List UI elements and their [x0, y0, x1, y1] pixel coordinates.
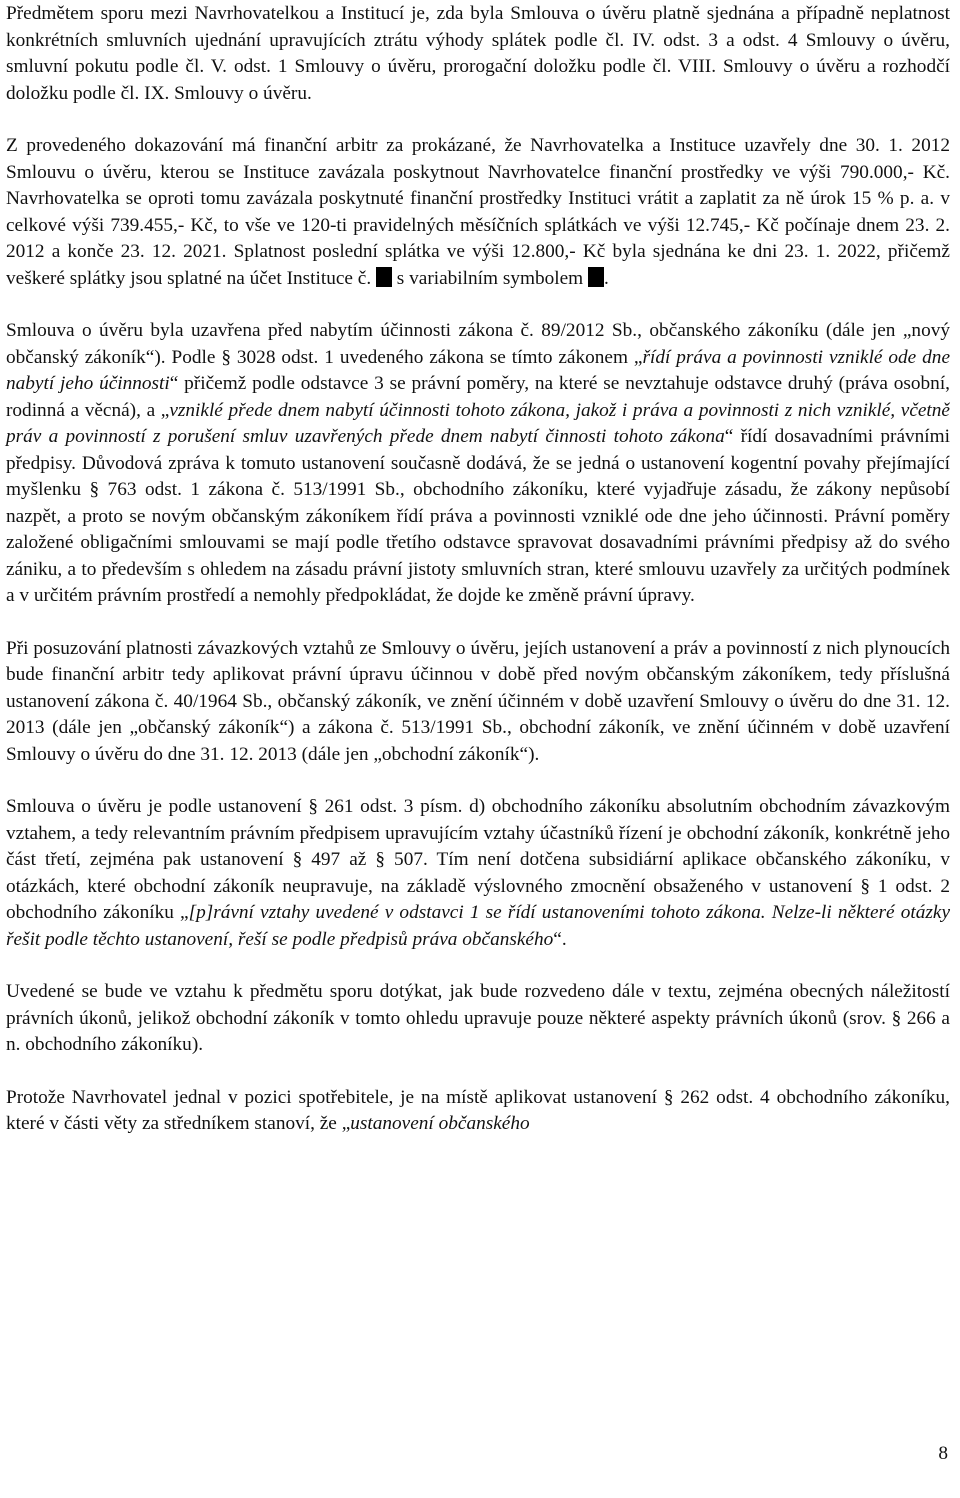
paragraph-validity-assessment — [6, 636, 950, 769]
text-run: “ přičemž podle odstavce 3 se právní poměry, na které se nevztahuje odstavce druhý (práva osobní, rodinná a věcná), a „ — [6, 373, 950, 421]
italic-quote: vzniklé přede dnem nabytí účinnosti tohoto zákona, jakož i práva a povinnosti z nich vzniklé, včetně práv a povinností z porušení smluv uzavřených přede dnem nabytí činnosti tohoto zákona — [6, 399, 950, 447]
text-run: Z provedeného dokazování má finanční arbitr za prokázané, že Navrhovatelka a Instituce uzavřely dne 30. 1. 2012 Smlouvu o úvěru, kterou se Instituce zavázala poskytnout Navrhovatelce finanční prostředky ve výši 790.000,- Kč. Navrhovatelka se oproti tomu zavázala poskytnuté finanční prostředky Instituci vrátit a zaplatit za ně úrok 15 % p. a. v celkové výši 739.455,- Kč, to vše ve 120-ti pravidelných měsíčních splátkách ve výši 12.745,- Kč počínaje dnem 23. 2. 2012 a konče 23. 12. 2021. Splatnost poslední splátka ve výši 12.800,- Kč byla sjednána ke dni 23. 1. 2022, přičemž veškeré splátky jsou splatné na účet Instituce č. — [6, 135, 950, 289]
italic-quote: [p]rávní vztahy uvedené v odstavci 1 se řídí ustanoveními tohoto zákona. Nelze-li některé otázky řešit podle těchto ustanovení, řeší se podle předpisů práva občanského — [6, 902, 951, 950]
text-run: . — [604, 267, 609, 289]
paragraph-evidence — [6, 133, 950, 292]
text-run: Smlouva o úvěru byla uzavřena před nabytím účinnosti zákona č. 89/2012 Sb., občanského zákoníku (dále jen „nový občanský zákoník“). Podle § 3028 odst. 1 uvedeného zákona se tímto zákonem „ — [6, 320, 950, 368]
redaction-block — [588, 267, 604, 287]
document-page — [0, 1, 960, 1498]
paragraph-applicable-law — [6, 318, 950, 610]
paragraph-legal-acts — [6, 979, 950, 1059]
text-run: “ řídí dosavadními právními předpisy. Důvodová zpráva k tomuto ustanovení současně dodává, že se jedná o ustanovení kogentní povahy přejímající myšlenku § 763 odst. 1 zákona č. 513/1991 Sb., obchodního zákoníku, které vyjadřuje zásadu, že zákony nepůsobí nazpět, a proto se novým občanským zákoníkem řídí práva a povinnosti vzniklé ode dne jeho účinnosti. Právní poměry založené obligačními smlouvami se mají podle třetího odstavce spravovat dosavadními právními předpisy až do svého zániku, a to především s ohledem na zásadu právní jistoty smluvních stran, které smlouvu uzavřely za určitých podmínek a v určitém právním prostředí a nemohly předpokládat, že dojde ke změně právní úpravy. — [6, 426, 950, 606]
text-run: “. — [553, 928, 567, 950]
italic-quote: ustanovení občanského — [350, 1113, 530, 1134]
text-run: Smlouva o úvěru je podle ustanovení § 261 odst. 3 písm. d) obchodního zákoníku absolutním obchodním závazkovým vztahem, a tedy relevantním právním předpisem upravujícím vztahy účastníků řízení je obchodní zákoník, konkrétně jeho část třetí, zejména pak ustanovení § 497 až § 507. Tím není dotčena subsidiární aplikace občanského zákoníku, v otázkách, které obchodní zákoník neupravuje, na základě výslovného zmocnění obsaženého v ustanovení § 1 odst. 2 obchodního zákoníku „ — [6, 796, 950, 923]
paragraph-consumer — [6, 1085, 950, 1138]
italic-quote: řídí práva a povinnosti vzniklé ode dne nabytí jeho účinnosti — [6, 346, 950, 394]
text-run: Protože Navrhovatel jednal v pozici spotřebitele, je na místě aplikovat ustanovení § 262 odst. 4 obchodního zákoníku, které v části věty za středníkem stanoví, že „ — [6, 1086, 950, 1134]
redaction-block — [376, 267, 392, 287]
text-run: s variabilním symbolem — [391, 267, 588, 289]
text-run: Při posuzování platnosti závazkových vztahů ze Smlouvy o úvěru, jejích ustanovení a práv a povinností z nich plynoucích bude finanční arbitr tedy aplikovat právní úpravu účinnou v době před novým občanským zákoníkem, tedy příslušná ustanovení zákona č. 40/1964 Sb., občanský zákoník, ve znění účinném v době uzavření Smlouvy o úvěru do dne 31. 12. 2013 (dále jen „občanský zákoník“) a zákona č. 513/1991 Sb., obchodní zákoník, ve znění účinném v době uzavření Smlouvy o úvěru do dne 31. 12. 2013 (dále jen „obchodní zákoník“). — [6, 637, 950, 765]
text-run: Předmětem sporu mezi Navrhovatelkou a Institucí je, zda byla Smlouva o úvěru platně sjednána a případně neplatnost konkrétních smluvních ujednání upravujících ztrátu výhody splátek podle čl. IV. odst. 3 a odst. 4 Smlouvy o úvěru, smluvní pokutu podle čl. V. odst. 1 Smlouvy o úvěru, prorogační doložku podle čl. VIII. Smlouvy o úvěru a rozhodčí doložku podle čl. IX. Smlouvy o úvěru. — [6, 3, 950, 104]
page-number: 8 — [938, 1443, 948, 1464]
text-run: Uvedené se bude ve vztahu k předmětu sporu dotýkat, jak bude rozvedeno dále v textu, zejména obecných náležitostí právních úkonů, jelikož obchodní zákoník v tomto ohledu upravuje pouze některé aspekty právních úkonů (srov. § 266 a n. obchodního zákoníku). — [6, 981, 950, 1055]
paragraph-dispute-subject — [6, 1, 950, 107]
paragraph-commercial-code — [6, 794, 950, 953]
